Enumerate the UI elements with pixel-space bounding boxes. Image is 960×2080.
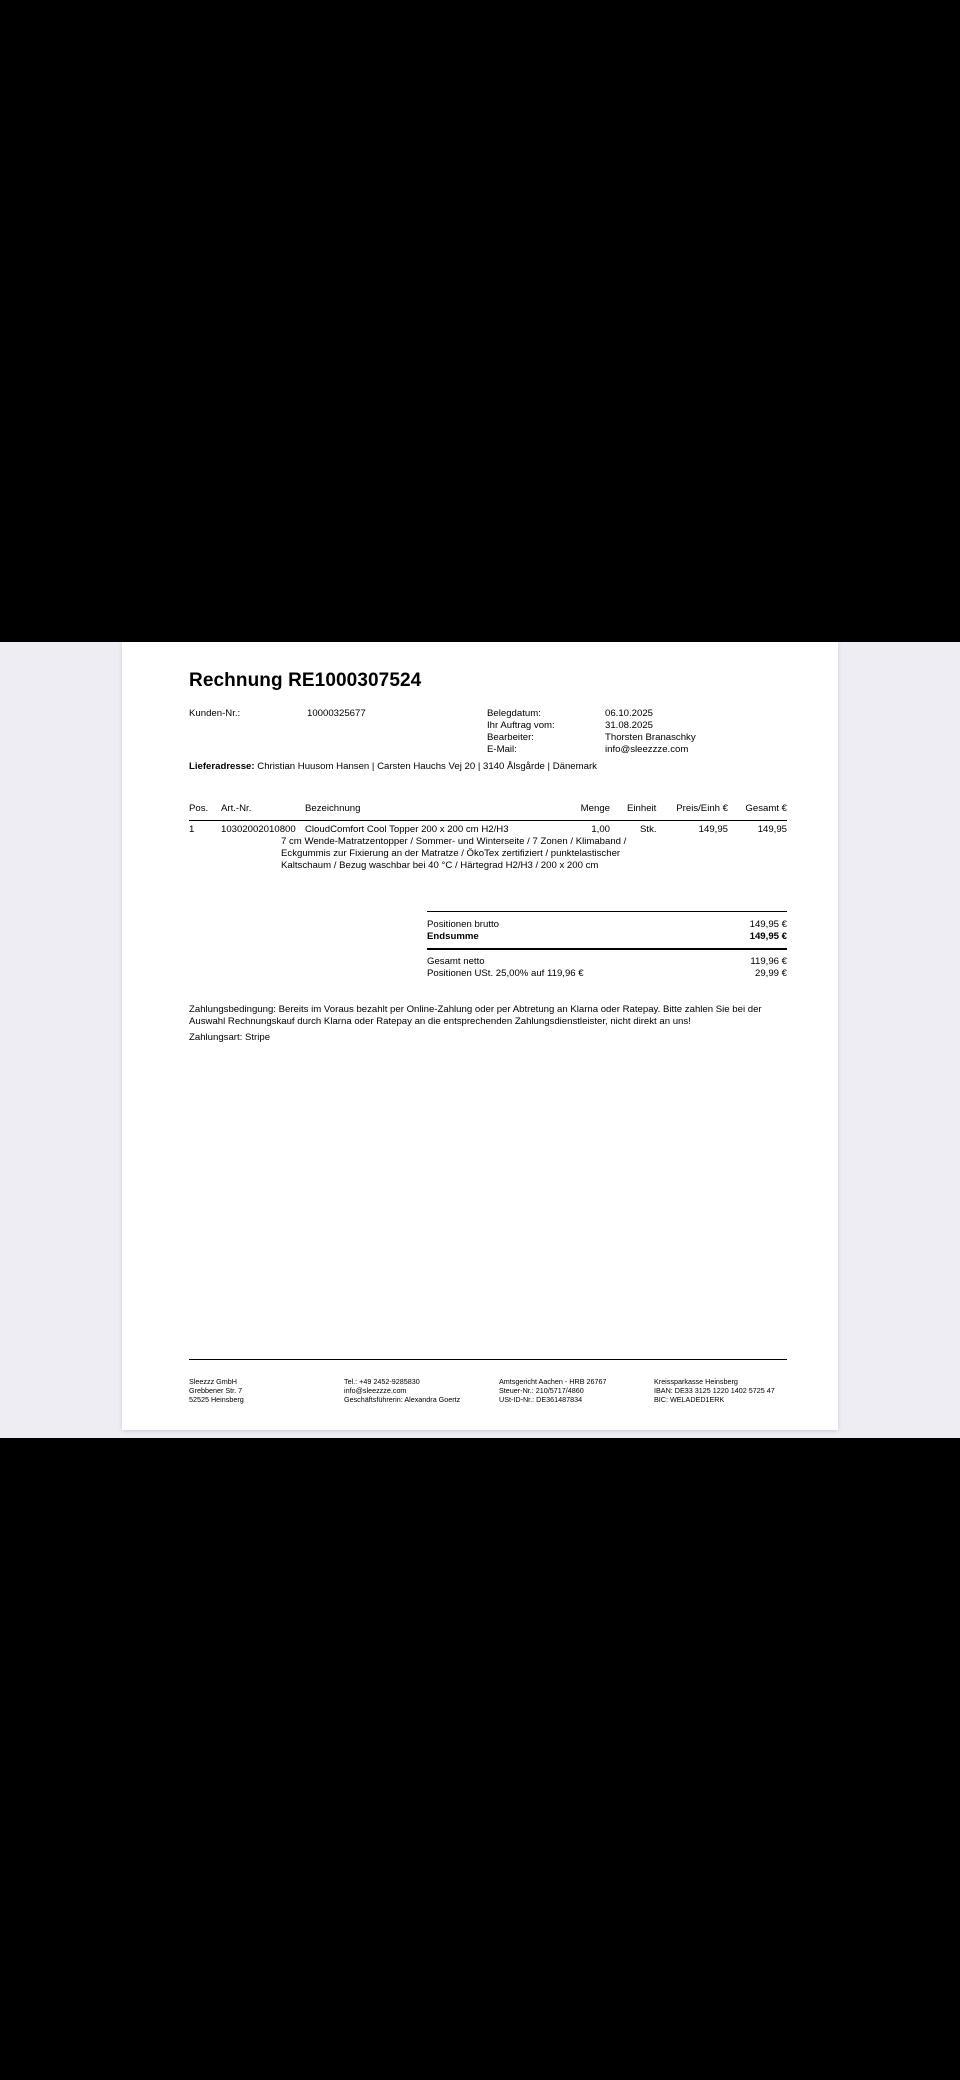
row-qty: 1,00 bbox=[591, 824, 610, 835]
delivery-label: Lieferadresse: bbox=[189, 761, 255, 772]
col-header-desc: Bezeichnung bbox=[305, 803, 361, 814]
row-pos: 1 bbox=[189, 824, 195, 835]
footer-register-line: Steuer-Nr.: 210/5717/4860 bbox=[499, 1386, 584, 1395]
row-desc-line: Kaltschaum / Bezug waschbar bei 40 °C / Härtegrad H2/H3 / 200 x 200 cm bbox=[281, 860, 599, 871]
payment-condition-line: Zahlungsbedingung: Bereits im Voraus bezahlt per Online-Zahlung oder per Abtretung an Klarna oder Ratepay. Bitte zahlen Sie bei der bbox=[189, 1004, 762, 1015]
footer-company-line: 52525 Heinsberg bbox=[189, 1395, 244, 1404]
meta-label: Belegdatum: bbox=[487, 708, 541, 719]
vat-label: Positionen USt. 25,00% auf 119,96 € bbox=[427, 968, 584, 979]
footer-register-line: Amtsgericht Aachen - HRB 26767 bbox=[499, 1377, 607, 1386]
footer-email-link[interactable]: info@sleezzze.com bbox=[344, 1386, 407, 1395]
brutto-value: 149,95 € bbox=[749, 919, 787, 930]
customer-no: 10000325677 bbox=[307, 708, 366, 719]
row-desc-line: 7 cm Wende-Matratzentopper / Sommer- und Winterseite / 7 Zonen / Klimaband / bbox=[281, 836, 627, 847]
delivery-value: Christian Huusom Hansen | Carsten Hauchs Vej 20 | 3140 Ålsgårde | Dänemark bbox=[257, 761, 597, 772]
totals-top-rule bbox=[427, 911, 787, 912]
endsumme-label: Endsumme bbox=[427, 931, 479, 942]
meta-value: Thorsten Branaschky bbox=[605, 732, 696, 743]
meta-label: Ihr Auftrag vom: bbox=[487, 720, 555, 731]
col-header-unit: Einheit bbox=[627, 803, 657, 814]
netto-value: 119,96 € bbox=[750, 956, 787, 967]
col-header-pos: Pos. bbox=[189, 803, 209, 814]
endsumme-value: 149,95 € bbox=[749, 931, 787, 942]
footer-bank-line: IBAN: DE33 3125 1220 1402 5725 47 bbox=[654, 1386, 775, 1395]
footer-contact-line: Tel.: +49 2452-9285830 bbox=[344, 1377, 420, 1386]
table-header-rule bbox=[189, 820, 787, 821]
footer-company-line: Grebbener Str. 7 bbox=[189, 1386, 243, 1395]
customer-no-label: Kunden-Nr.: bbox=[189, 708, 241, 719]
payment-condition-line: Auswahl Rechnungskauf durch Klarna oder Ratepay an die entsprechenden Zahlungsdienstleister, nicht direkt an uns! bbox=[189, 1016, 691, 1027]
row-price: 149,95 bbox=[698, 824, 728, 835]
email-link[interactable]: info@sleezzze.com bbox=[605, 744, 689, 755]
footer-contact-line: Geschäftsführerin: Alexandra Goertz bbox=[344, 1395, 461, 1404]
meta-value: 06.10.2025 bbox=[605, 708, 654, 719]
footer-bank-line: BIC: WELADED1ERK bbox=[654, 1395, 725, 1404]
row-art: 10302002010800 bbox=[221, 824, 296, 835]
col-header-total: Gesamt € bbox=[745, 803, 787, 814]
row-name: CloudComfort Cool Topper 200 x 200 cm H2/H3 bbox=[305, 824, 509, 835]
footer-bank-line: Kreissparkasse Heinsberg bbox=[654, 1377, 738, 1386]
meta-value: 31.08.2025 bbox=[605, 720, 654, 731]
vat-value: 29,99 € bbox=[754, 968, 787, 979]
col-header-price: Preis/Einh € bbox=[676, 803, 728, 814]
row-unit: Stk. bbox=[640, 824, 657, 835]
row-total: 149,95 bbox=[757, 824, 787, 835]
footer-company-line: Sleezzz GmbH bbox=[189, 1377, 237, 1386]
netto-label: Gesamt netto bbox=[427, 956, 485, 967]
delivery-address bbox=[189, 761, 597, 773]
col-header-art: Art.-Nr. bbox=[221, 803, 252, 814]
col-header-qty: Menge bbox=[580, 803, 610, 814]
footer-register-line: USt-ID-Nr.: DE361487834 bbox=[499, 1395, 583, 1404]
brutto-label: Positionen brutto bbox=[427, 919, 499, 930]
row-desc-line: Eckgummis zur Fixierung an der Matratze / ÖkoTex zertifiziert / punktelastischer bbox=[281, 848, 621, 859]
meta-label: Bearbeiter: bbox=[487, 732, 534, 743]
invoice-title: Rechnung RE1000307524 bbox=[189, 670, 422, 691]
footer-rule bbox=[189, 1359, 787, 1360]
payment-method: Zahlungsart: Stripe bbox=[189, 1032, 271, 1043]
meta-label: E-Mail: bbox=[487, 744, 517, 755]
totals-mid-rule bbox=[427, 948, 787, 950]
